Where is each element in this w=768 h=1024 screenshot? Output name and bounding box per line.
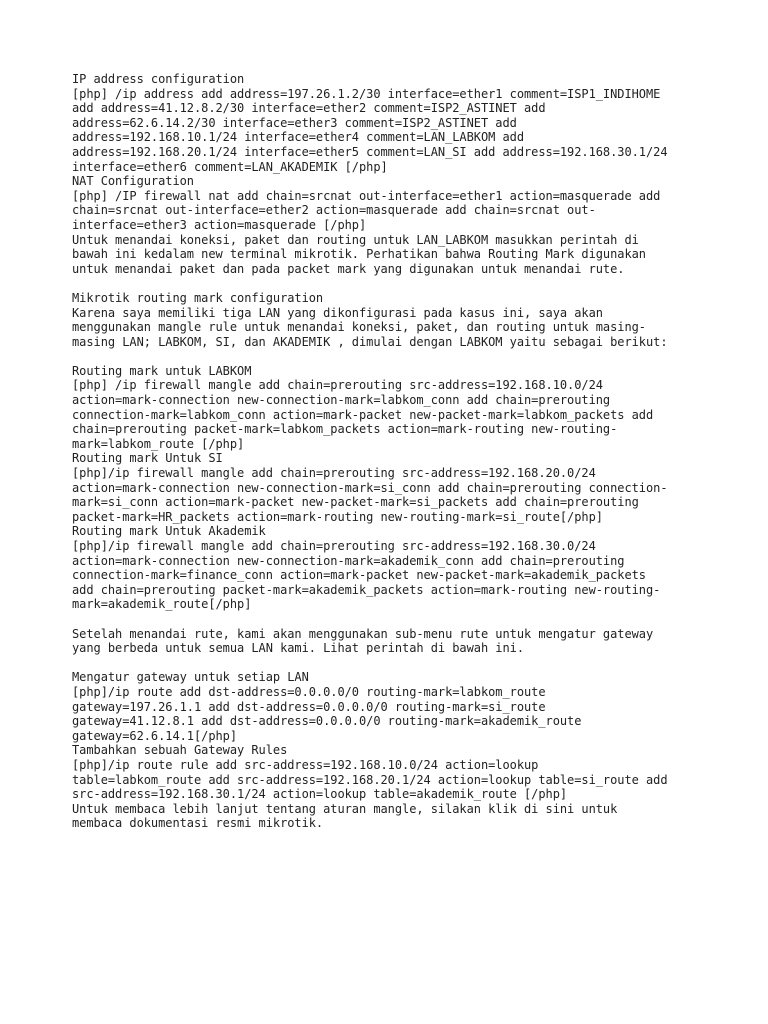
text-line: connection-mark=labkom_conn action=mark-packet new-packet-mark=labkom_packets add	[72, 407, 654, 422]
text-line: action=mark-connection new-connection-mark=si_conn add chain=prerouting connection-	[72, 480, 668, 495]
text-line: address=62.6.14.2/30 interface=ether3 comment=ISP2_ASTINET add	[72, 115, 517, 130]
text-line: action=mark-connection new-connection-mark=labkom_conn add chain=prerouting	[72, 393, 611, 408]
text-line: [php]/ip firewall mangle add chain=prerouting src-address=192.168.30.0/24	[72, 539, 596, 553]
text-line: interface=ether3 action=masquerade [/php]	[72, 217, 367, 232]
text-line: address=192.168.10.1/24 interface=ether4 comment=LAN_LABKOM add	[72, 130, 525, 145]
text-line: table=labkom_route add src-address=192.168.20.1/24 action=lookup table=si_route add	[72, 772, 668, 787]
text-line: src-address=192.168.30.1/24 action=lookup table=akademik_route [/php]	[72, 787, 568, 802]
text-line: mark=labkom_route [/php]	[72, 436, 245, 451]
text-line: [php]/ip route add dst-address=0.0.0.0/0 routing-mark=labkom_route	[72, 684, 546, 699]
text-line: chain=srcnat out-interface=ether2 action=masquerade add chain=srcnat out-	[72, 203, 596, 218]
text-line: Mengatur gateway untuk setiap LAN	[72, 670, 309, 685]
text-line: [php] /ip address add address=197.26.1.2/30 interface=ether1 comment=ISP1_INDIHOME	[72, 86, 661, 101]
text-line: IP address configuration	[72, 72, 245, 86]
text-line: yang berbeda untuk semua LAN kami. Lihat perintah di bawah ini.	[72, 641, 525, 656]
text-line: action=mark-connection new-connection-mark=akademik_conn add chain=prerouting	[72, 553, 625, 568]
text-line: Untuk membaca lebih lanjut tentang aturan mangle, silakan klik di sini untuk	[72, 801, 618, 816]
text-line: Routing mark Untuk SI	[72, 451, 223, 466]
text-line: Mikrotik routing mark configuration	[72, 290, 324, 305]
text-line: [php] /ip firewall mangle add chain=prerouting src-address=192.168.10.0/24	[72, 378, 603, 393]
text-line: mark=akademik_route[/php]	[72, 597, 252, 612]
text-line: masing LAN; LABKOM, SI, dan AKADEMIK , dimulai dengan LABKOM yaitu sebagai berikut:	[72, 334, 668, 349]
text-line: Routing mark untuk LABKOM	[72, 363, 252, 378]
text-line: [php] /IP firewall nat add chain=srcnat out-interface=ether1 action=masquerade add	[72, 188, 661, 203]
document-text	[72, 72, 728, 831]
text-line: gateway=197.26.1.1 add dst-address=0.0.0.0/0 routing-mark=si_route	[72, 699, 546, 714]
text-line: packet-mark=HR_packets action=mark-routing new-routing-mark=si_route[/php]	[72, 509, 603, 524]
text-line: [php]/ip firewall mangle add chain=prerouting src-address=192.168.20.0/24	[72, 466, 596, 481]
text-line: [php]/ip route rule add src-address=192.168.10.0/24 action=lookup	[72, 757, 539, 772]
text-line: membaca dokumentasi resmi mikrotik.	[72, 816, 324, 831]
text-line: chain=prerouting packet-mark=labkom_packets action=mark-routing new-routing-	[72, 422, 618, 437]
text-line: gateway=62.6.14.1[/php]	[72, 728, 238, 743]
text-line: connection-mark=finance_conn action=mark-packet new-packet-mark=akademik_packets	[72, 568, 646, 583]
text-line: add address=41.12.8.2/30 interface=ether2 comment=ISP2_ASTINET add	[72, 101, 546, 116]
text-line: Tambahkan sebuah Gateway Rules	[72, 743, 288, 758]
text-line: Untuk menandai koneksi, paket dan routing untuk LAN_LABKOM masukkan perintah di	[72, 232, 639, 247]
text-line: Routing mark Untuk Akademik	[72, 524, 266, 539]
text-line: NAT Configuration	[72, 174, 194, 189]
text-line: mark=si_conn action=mark-packet new-packet-mark=si_packets add chain=prerouting	[72, 495, 639, 510]
text-line: bawah ini kedalam new terminal mikrotik. Perhatikan bahwa Routing Mark digunakan	[72, 247, 646, 262]
text-line: add chain=prerouting packet-mark=akademik_packets action=mark-routing new-routing-	[72, 582, 661, 597]
text-line: address=192.168.20.1/24 interface=ether5 comment=LAN_SI add address=192.168.30.1/24	[72, 144, 668, 159]
text-line: interface=ether6 comment=LAN_AKADEMIK [/php]	[72, 159, 388, 174]
text-line: Karena saya memiliki tiga LAN yang dikonfigurasi pada kasus ini, saya akan	[72, 305, 603, 320]
text-line: Setelah menandai rute, kami akan menggunakan sub-menu rute untuk mengatur gateway	[72, 626, 654, 641]
text-line: gateway=41.12.8.1 add dst-address=0.0.0.0/0 routing-mark=akademik_route	[72, 714, 582, 729]
text-line: untuk menandai paket dan pada packet mark yang digunakan untuk menandai rute.	[72, 261, 625, 276]
text-line: menggunakan mangle rule untuk menandai koneksi, paket, dan routing untuk masing-	[72, 320, 646, 335]
